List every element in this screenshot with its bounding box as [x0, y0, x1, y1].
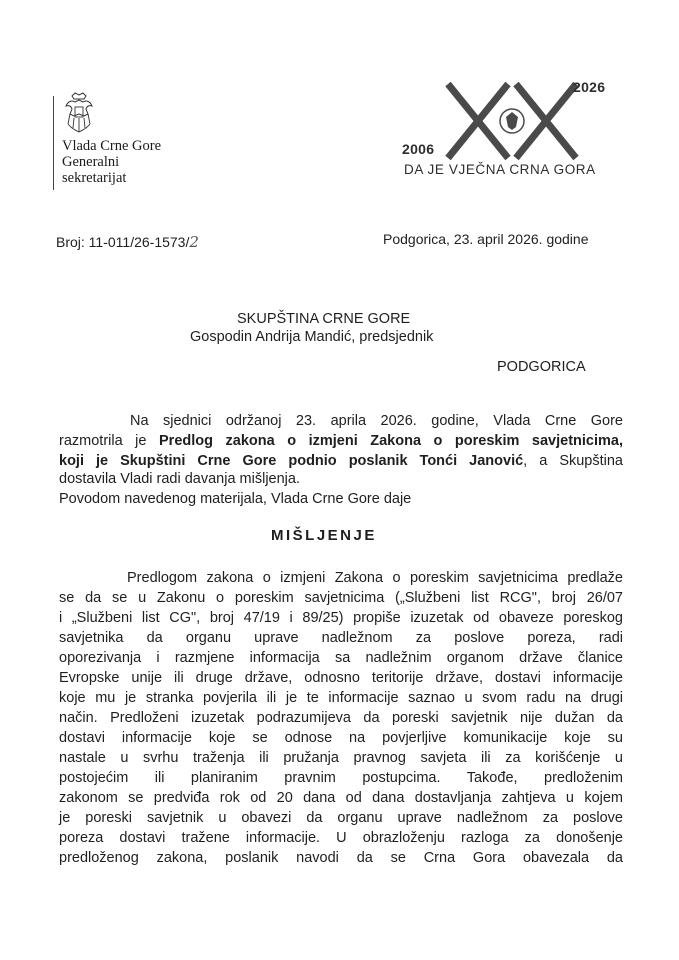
body-line: dostavi informacije koje se odnose na povjerljive komunikacije koje su — [59, 730, 623, 746]
document-date: Podgorica, 23. april 2026. godine — [383, 231, 589, 247]
institution-line-3: sekretarijat — [62, 170, 127, 186]
body-line: zakonom se predviđa rok od 20 dana od dana dostavljanja zahtjeva u kojem — [59, 790, 623, 806]
body-line: Evropske unije ili druge države, odnosno teritorije države, dostavi informacije — [59, 670, 623, 686]
body-line: i „Službeni list CG", broj 47/19 i 89/25) propiše izuzetak od obaveze poreskog — [59, 610, 623, 626]
reference-number — [56, 233, 199, 251]
intro-line-4: dostavila Vladi radi davanja mišljenja. — [59, 471, 300, 487]
reference-number-text: Broj: 11-011/26-1573/ — [56, 234, 190, 250]
intro-line-5: Povodom navedenog materijala, Vlada Crne Gore daje — [59, 491, 412, 507]
opinion-heading: MIŠLJENJE — [271, 527, 377, 544]
intro-line-3 — [59, 453, 623, 469]
body-line: je poreski savjetnik u obavezi da organu uprave nadležnom za poslove — [59, 810, 623, 826]
header-divider — [53, 96, 54, 190]
logo-year-start: 2006 — [402, 141, 435, 157]
institution-name — [62, 138, 161, 186]
institution-line-1: Vlada Crne Gore — [62, 138, 162, 154]
intro-line-3-plain: , a Skupština — [523, 453, 623, 469]
addressee-city: PODGORICA — [497, 359, 586, 375]
body-line: nastale u svrhu traženja ili pružanja pravnog savjeta ili za korišćenje u — [59, 750, 623, 766]
body-line: predloženog zakona, poslanik navodi da se Crna Gora obavezala da — [59, 850, 623, 866]
institution-line-2: Generalni — [62, 154, 120, 170]
coat-of-arms-icon — [62, 92, 96, 134]
intro-line-1: Na sjednici održanoj 23. aprila 2026. godine, Vlada Crne Gore — [130, 413, 623, 429]
body-line: način. Predloženi izuzetak podrazumijeva da poreski savjetnik nije dužan da — [59, 710, 623, 726]
body-line: poreza dostavi tražene informacije. U obrazloženju razloga za donošenje — [59, 830, 623, 846]
logo-slogan: DA JE VJEČNA CRNA GORA — [404, 162, 596, 177]
intro-line-2-bold: Predlog zakona o izmjeni Zakona o poreskim savjetnicima, — [159, 433, 624, 449]
body-line: postojećim ili planiranim pravnim postupcima. Takođe, predloženim — [59, 770, 623, 786]
addressee-person: Gospodin Andrija Mandić, predsjednik — [190, 329, 434, 345]
body-line: koje mu je stranka povjerila ili je te informacije saznao u svom radu na drugi — [59, 690, 623, 706]
intro-line-2-plain: razmotrila je — [59, 433, 159, 449]
body-line: se da se u Zakonu o poreskim savjetnicima („Službeni list RCG", broj 26/07 — [59, 590, 623, 606]
intro-line-2 — [59, 433, 623, 449]
logo-year-end: 2026 — [573, 79, 606, 95]
reference-handwritten-suffix: 2 — [189, 233, 199, 251]
body-line: savjetnika da organu uprave nadležnom za poslove poreza, radi — [59, 630, 623, 646]
intro-line-3-bold: koji je Skupštini Crne Gore podnio poslanik Tonći Janović — [59, 453, 524, 469]
addressee-institution: SKUPŠTINA CRNE GORE — [237, 311, 411, 327]
body-line: oporezivanja i razmjene informacija sa nadležnim organom države članice — [59, 650, 623, 666]
body-line: Predlogom zakona o izmjeni Zakona o poreskim savjetnicima predlaže — [127, 570, 623, 586]
